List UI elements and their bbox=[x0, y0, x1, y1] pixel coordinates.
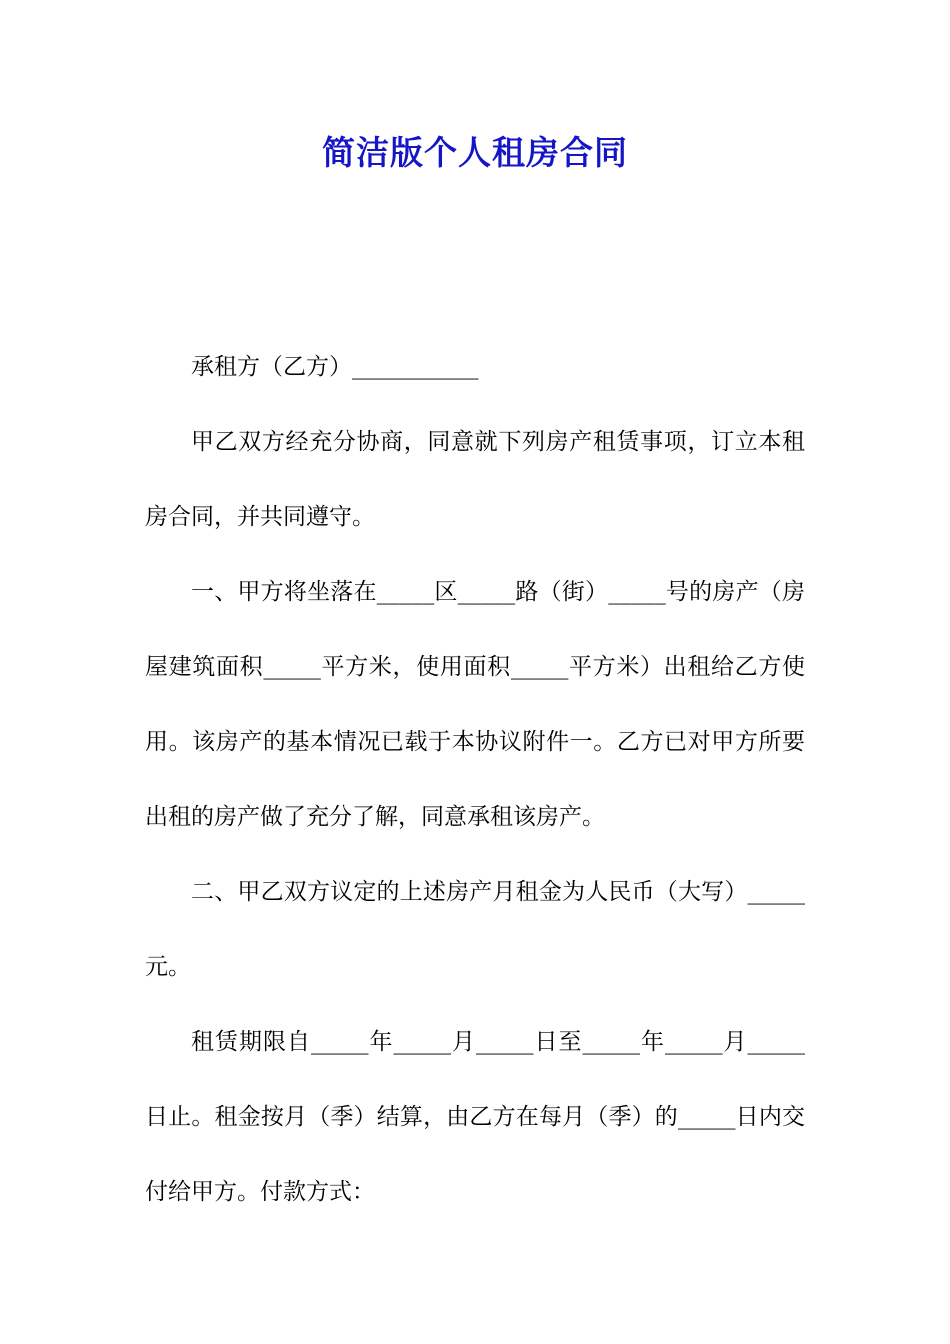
clause-two-paragraph: 二、甲乙双方议定的上述房产月租金为人民币（大写）_____元。 bbox=[145, 879, 805, 980]
agreement-intro-paragraph: 甲乙双方经充分协商，同意就下列房产租赁事项，订立本租房合同，并共同遵守。 bbox=[145, 429, 805, 530]
document-body bbox=[145, 330, 805, 1230]
document-title: 简洁版个人租房合同 bbox=[322, 133, 628, 172]
lease-term-paragraph: 租赁期限自_____年_____月_____日至_____年_____月_____日止。租金按月（季）结算，由乙方在每月（季）的_____日内交付给甲方。付款方式： bbox=[145, 1029, 805, 1205]
clause-one-paragraph: 一、甲方将坐落在_____区_____路（街）_____号的房产（房屋建筑面积_____平方米，使用面积_____平方米）出租给乙方使用。该房产的基本情况已载于本协议附件一。乙方已对甲方所要出租的房产做了充分了解，同意承租该房产。 bbox=[145, 579, 805, 830]
tenant-line: 承租方（乙方）___________ bbox=[191, 354, 479, 380]
